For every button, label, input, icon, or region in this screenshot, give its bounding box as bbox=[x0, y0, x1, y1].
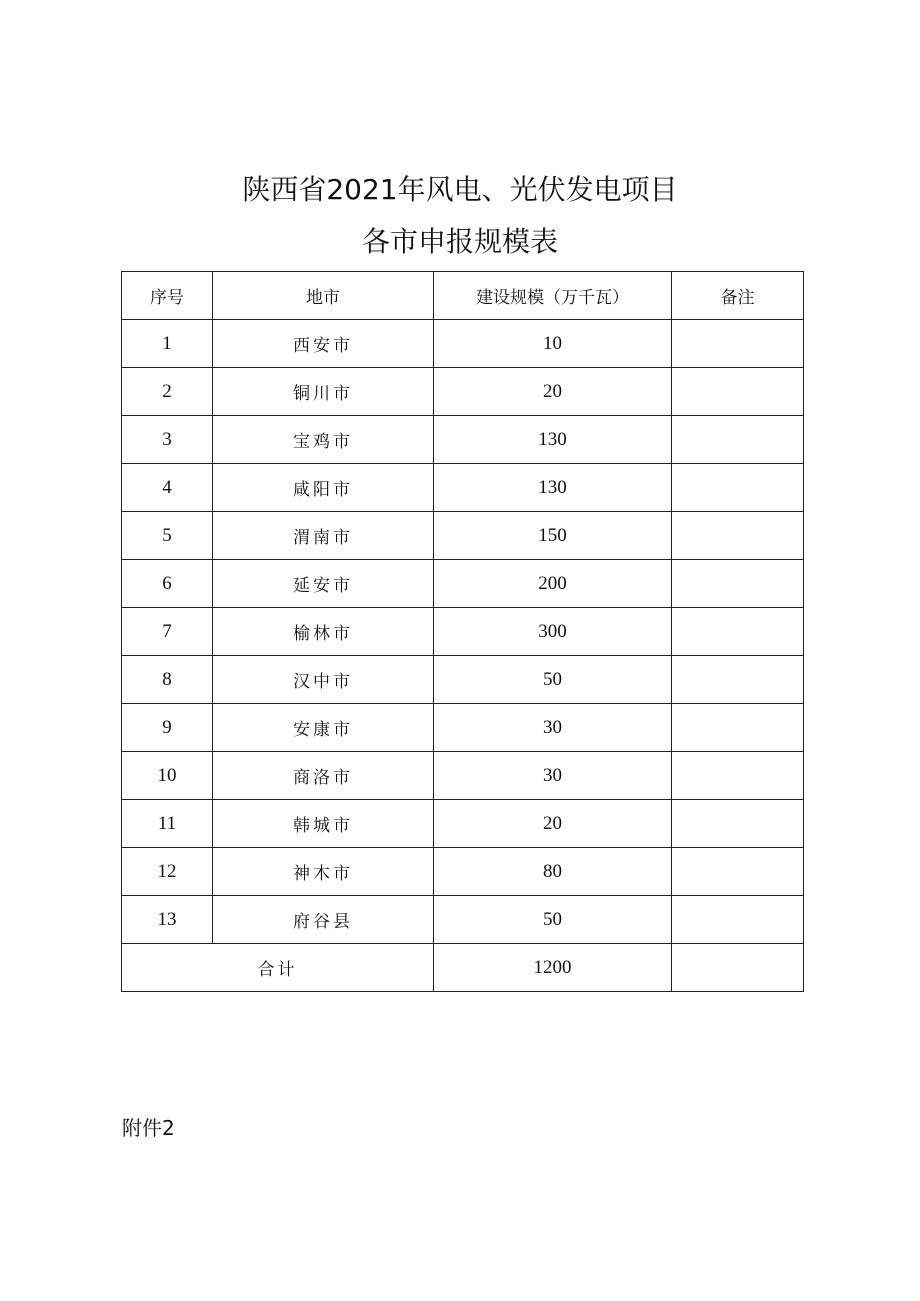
cell-note bbox=[672, 320, 804, 368]
cell-seq: 8 bbox=[122, 656, 213, 704]
cell-scale: 20 bbox=[434, 800, 672, 848]
cell-scale: 30 bbox=[434, 704, 672, 752]
cell-note bbox=[672, 608, 804, 656]
table-row bbox=[122, 896, 804, 944]
cell-city: 商洛市 bbox=[213, 752, 434, 800]
cell-note bbox=[672, 896, 804, 944]
header-city: 地市 bbox=[213, 272, 434, 320]
cell-seq: 2 bbox=[122, 368, 213, 416]
cell-city: 西安市 bbox=[213, 320, 434, 368]
cell-seq: 13 bbox=[122, 896, 213, 944]
cell-city: 宝鸡市 bbox=[213, 416, 434, 464]
cell-scale: 130 bbox=[434, 464, 672, 512]
table-row bbox=[122, 704, 804, 752]
cell-scale: 30 bbox=[434, 752, 672, 800]
cell-seq: 7 bbox=[122, 608, 213, 656]
table-row bbox=[122, 512, 804, 560]
cell-note bbox=[672, 800, 804, 848]
cell-scale: 200 bbox=[434, 560, 672, 608]
cell-seq: 10 bbox=[122, 752, 213, 800]
cell-scale: 150 bbox=[434, 512, 672, 560]
cell-note bbox=[672, 368, 804, 416]
cell-seq: 5 bbox=[122, 512, 213, 560]
cell-scale: 10 bbox=[434, 320, 672, 368]
table-row bbox=[122, 560, 804, 608]
cell-note bbox=[672, 464, 804, 512]
total-scale: 1200 bbox=[434, 944, 672, 992]
cell-city: 榆林市 bbox=[213, 608, 434, 656]
table-row bbox=[122, 800, 804, 848]
cell-city: 铜川市 bbox=[213, 368, 434, 416]
cell-city: 渭南市 bbox=[213, 512, 434, 560]
cell-seq: 4 bbox=[122, 464, 213, 512]
table-row bbox=[122, 320, 804, 368]
table-row bbox=[122, 752, 804, 800]
document-title-line2: 各市申报规模表 bbox=[361, 225, 558, 258]
cell-scale: 20 bbox=[434, 368, 672, 416]
cell-scale: 300 bbox=[434, 608, 672, 656]
table-row bbox=[122, 368, 804, 416]
document-title-line1: 陕西省2021年风电、光伏发电项目 bbox=[242, 173, 678, 206]
total-note bbox=[672, 944, 804, 992]
cell-scale: 80 bbox=[434, 848, 672, 896]
table-header-row bbox=[122, 272, 804, 320]
cell-note bbox=[672, 416, 804, 464]
cell-seq: 3 bbox=[122, 416, 213, 464]
cell-note bbox=[672, 752, 804, 800]
cell-seq: 11 bbox=[122, 800, 213, 848]
cell-seq: 1 bbox=[122, 320, 213, 368]
header-scale: 建设规模（万千瓦） bbox=[434, 272, 672, 320]
cell-note bbox=[672, 656, 804, 704]
cell-city: 延安市 bbox=[213, 560, 434, 608]
cell-note bbox=[672, 560, 804, 608]
cell-city: 咸阳市 bbox=[213, 464, 434, 512]
cell-note bbox=[672, 704, 804, 752]
cell-seq: 12 bbox=[122, 848, 213, 896]
table-row bbox=[122, 848, 804, 896]
table-total-row bbox=[122, 944, 804, 992]
table-row bbox=[122, 464, 804, 512]
header-note: 备注 bbox=[672, 272, 804, 320]
scale-table bbox=[121, 271, 804, 992]
cell-note bbox=[672, 512, 804, 560]
cell-city: 汉中市 bbox=[213, 656, 434, 704]
cell-scale: 50 bbox=[434, 896, 672, 944]
cell-note bbox=[672, 848, 804, 896]
header-seq: 序号 bbox=[122, 272, 213, 320]
table-row bbox=[122, 608, 804, 656]
cell-city: 韩城市 bbox=[213, 800, 434, 848]
cell-seq: 9 bbox=[122, 704, 213, 752]
cell-city: 府谷县 bbox=[213, 896, 434, 944]
table-body bbox=[122, 320, 804, 992]
cell-scale: 130 bbox=[434, 416, 672, 464]
cell-scale: 50 bbox=[434, 656, 672, 704]
table-row bbox=[122, 416, 804, 464]
attachment-label: 附件2 bbox=[122, 1116, 175, 1140]
total-label: 合计 bbox=[122, 944, 434, 992]
cell-city: 神木市 bbox=[213, 848, 434, 896]
table-row bbox=[122, 656, 804, 704]
cell-city: 安康市 bbox=[213, 704, 434, 752]
cell-seq: 6 bbox=[122, 560, 213, 608]
